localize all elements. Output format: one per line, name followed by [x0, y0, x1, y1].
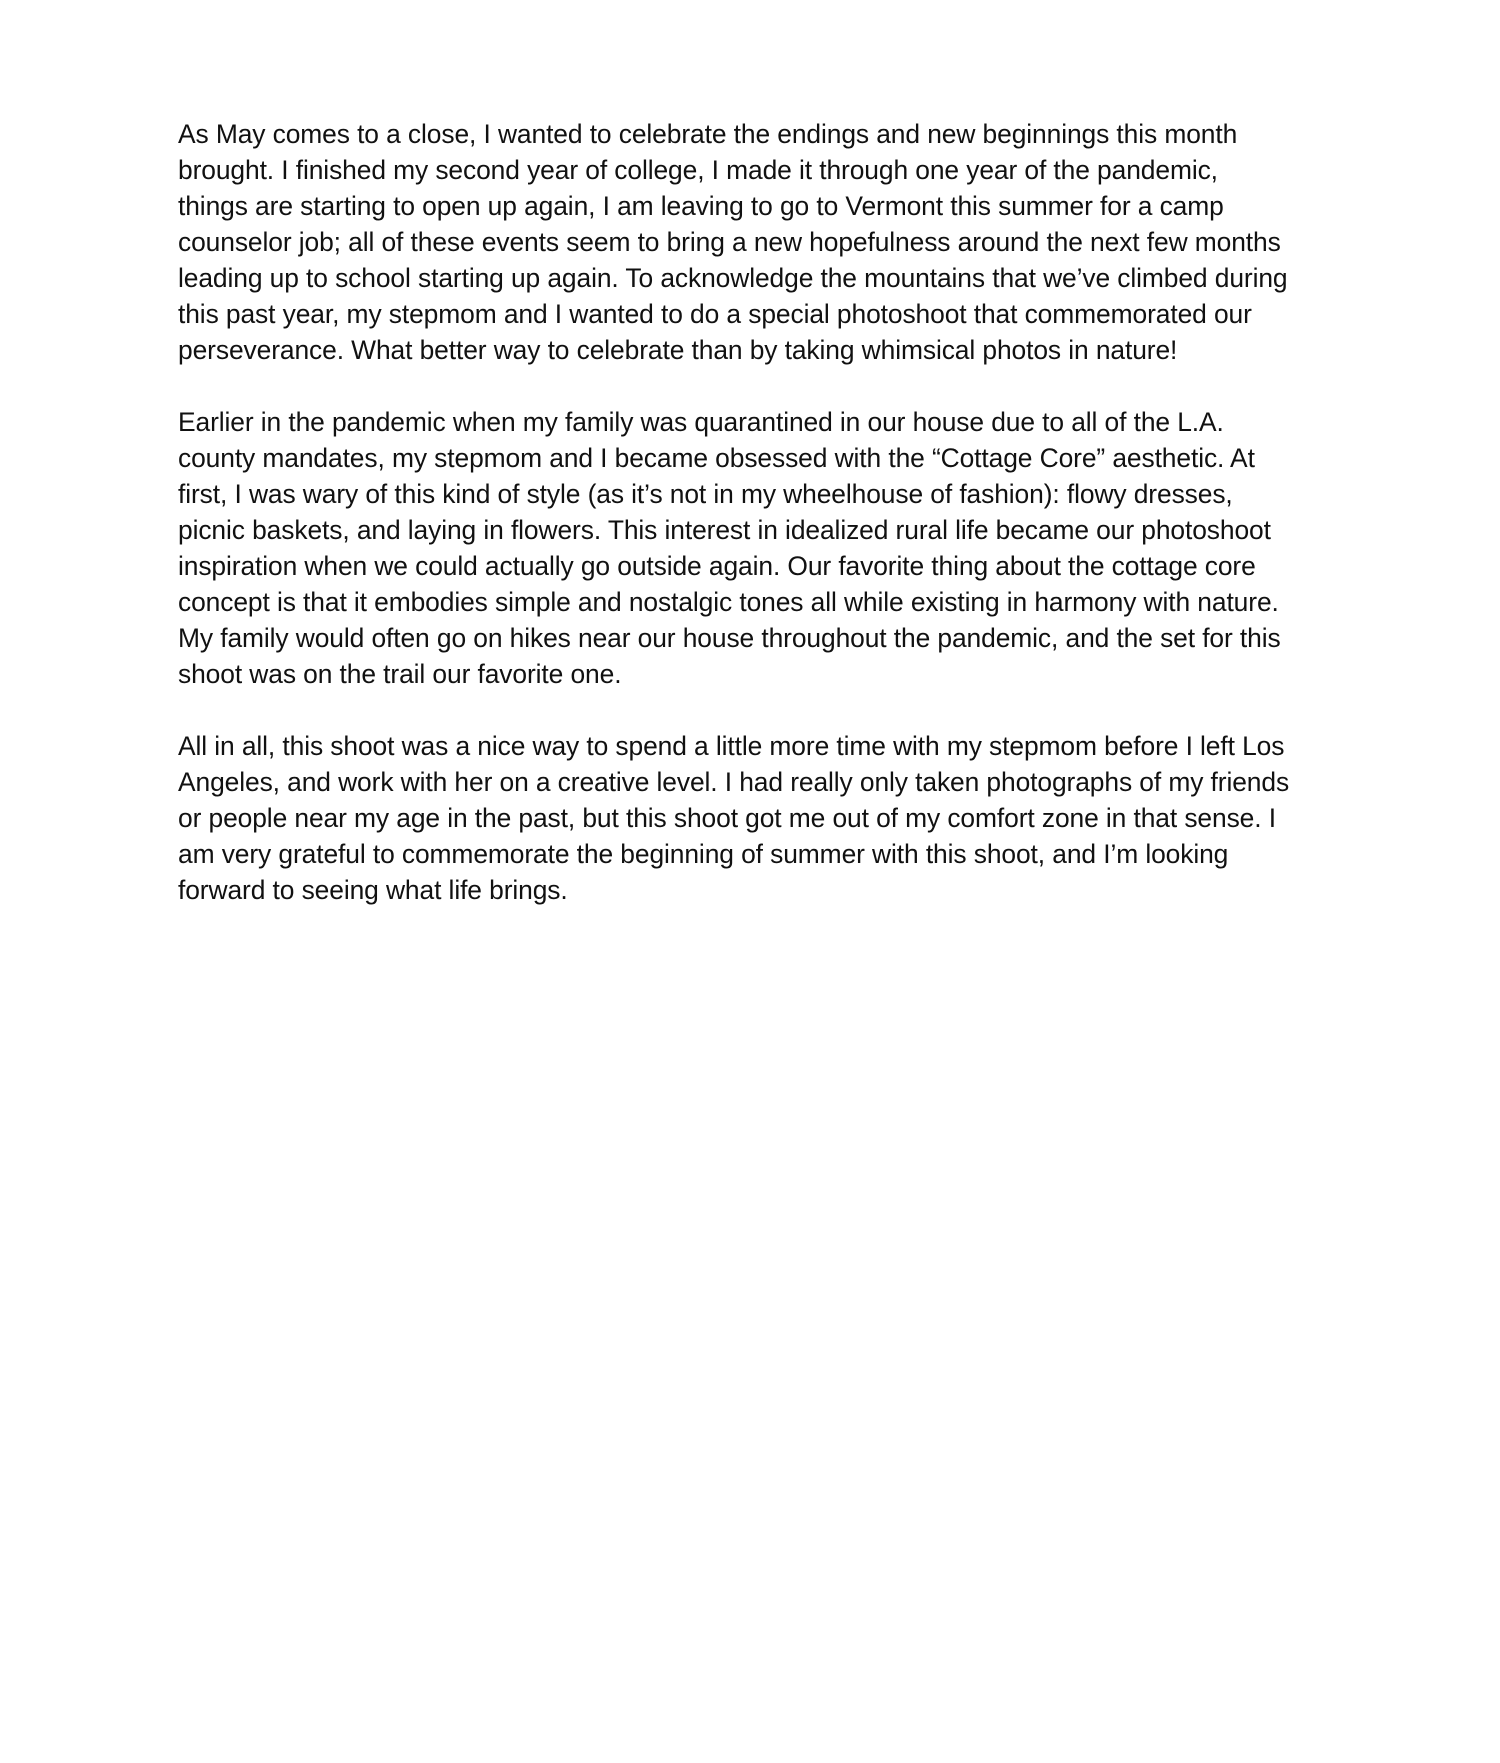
paragraph-3: All in all, this shoot was a nice way to spend a little more time with my stepmom before I left Los Angeles, and work with her on a creative level. I had really only taken photographs of my friends or people near my age in the past, but this shoot got me out of my comfort zone in that sense. I am very grateful to commemorate the beginning of summer with this shoot, and I’m looking forward to seeing what life brings.: [178, 731, 1290, 905]
paragraph-1: As May comes to a close, I wanted to celebrate the endings and new beginnings this month brought. I finished my second year of college, I made it through one year of the pandemic, things are starting to open up again, I am leaving to go to Vermont this summer for a camp counselor job; all of these events seem to bring a new hopefulness around the next few months leading up to school starting up again. To acknowledge the mountains that we’ve climbed during this past year, my stepmom and I wanted to do a special photoshoot that commemorated our perseverance. What better way to celebrate than by taking whimsical photos in nature!: [178, 119, 1288, 365]
document-body: [178, 116, 1348, 908]
paragraph-2: Earlier in the pandemic when my family was quarantined in our house due to all of the L.A. county mandates, my stepmom and I became obsessed with the “Cottage Core” aesthetic. At first, I was wary of this kind of style (as it’s not in my wheelhouse of fashion): flowy dresses, picnic baskets, and laying in flowers. This interest in idealized rural life became our photoshoot inspiration when we could actually go outside again. Our favorite thing about the cottage core concept is that it embodies simple and nostalgic tones all while existing in harmony with nature. My family would often go on hikes near our house throughout the pandemic, and the set for this shoot was on the trail our favorite one.: [178, 407, 1281, 689]
